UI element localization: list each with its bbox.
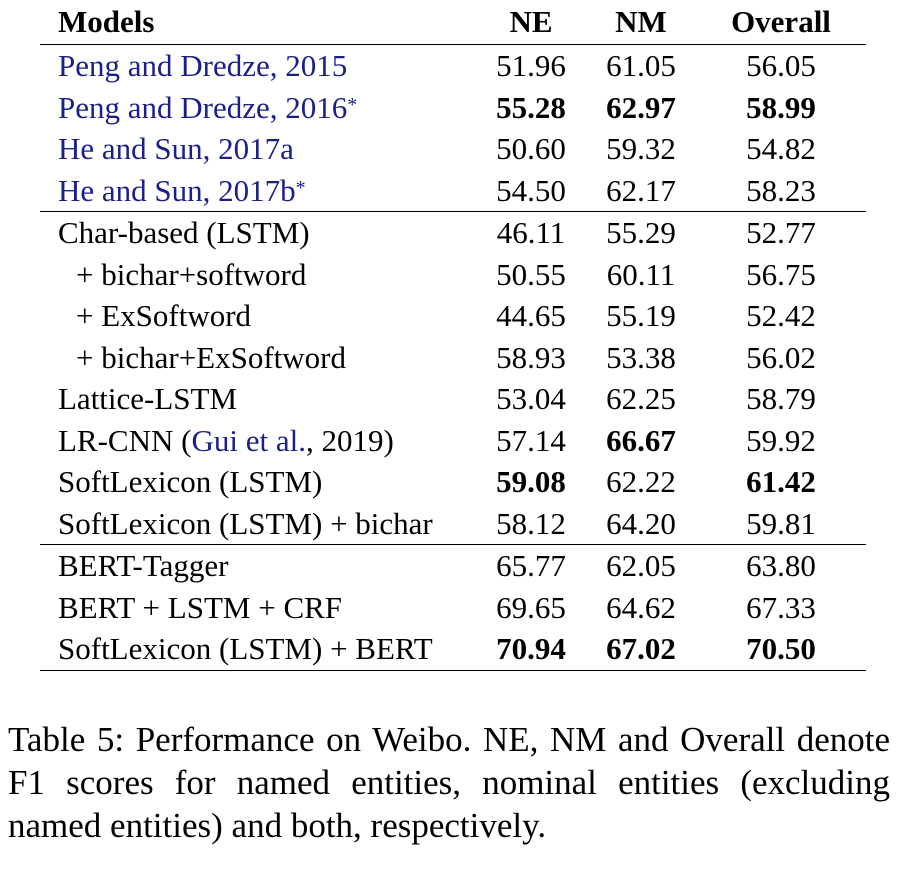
overall-score-cell: 67.33 [746,589,816,625]
overall-score-cell: 56.02 [746,339,816,375]
model-name-link[interactable]: He and Sun, 2017b [58,172,296,208]
model-name-cell: + ExSoftword [76,298,252,333]
nm-column-header: NM [586,0,696,45]
table-row [40,337,866,379]
model-name-cell[interactable] [40,45,476,87]
table-row [40,461,866,503]
ne-score-cell: 65.77 [496,548,566,583]
ne-score-cell: 51.96 [496,48,566,83]
asterisk-mark: * [295,176,306,199]
table-row [40,503,866,545]
nm-score-cell: 64.62 [606,589,676,625]
table-row [40,420,866,462]
asterisk-mark: * [347,93,358,116]
ne-score-cell: 44.65 [496,298,566,333]
nm-score-cell: 62.97 [606,89,676,125]
ne-score-cell: 50.60 [496,131,566,166]
model-name-cell: SoftLexicon (LSTM) [58,464,323,499]
ne-column-header: NE [476,0,586,45]
overall-score-cell: 58.99 [746,89,816,125]
model-name-link[interactable]: He and Sun, 2017a [58,131,294,166]
results-table [40,0,866,671]
overall-score-cell: 61.42 [746,464,816,499]
nm-score-cell: 62.25 [606,381,676,416]
overall-score-cell: 59.92 [746,422,816,458]
ne-score-cell: 46.11 [496,215,566,250]
table-row [40,212,866,254]
nm-score-cell: 62.22 [606,464,676,499]
overall-score-cell: 70.50 [696,628,866,670]
model-name-prefix: LR-CNN ( [58,422,192,458]
overall-score-cell: 56.75 [746,256,816,292]
model-name-cell: Lattice-LSTM [58,381,238,416]
table-row [40,254,866,296]
nm-score-cell: 59.32 [606,131,676,166]
ne-score-cell: 58.12 [476,503,586,545]
table-header-row [40,0,866,45]
ne-score-cell: 53.04 [496,381,566,416]
overall-score-cell: 63.80 [746,548,816,583]
results-table-container [40,0,866,671]
overall-score-cell: 52.77 [746,215,816,250]
table-row [40,295,866,337]
model-name-cell: + bichar+softword [76,256,307,292]
model-name-cell[interactable] [40,87,476,129]
overall-score-cell: 54.82 [746,131,816,166]
nm-score-cell: 66.67 [606,422,676,458]
model-name-link[interactable]: Peng and Dredze, 2015 [58,48,348,83]
model-name-cell: SoftLexicon (LSTM) + bichar [40,503,476,545]
ne-score-cell: 50.55 [496,256,566,292]
table-row [40,378,866,420]
overall-score-cell: 59.81 [696,503,866,545]
model-name-cell[interactable] [40,128,476,170]
nm-score-cell: 62.05 [606,548,676,583]
model-name-cell: BERT + LSTM + CRF [58,589,343,625]
model-name-cell: SoftLexicon (LSTM) + BERT [40,628,476,670]
table-row [40,45,866,87]
ne-score-cell: 58.93 [496,339,566,375]
models-column-header: Models [40,0,476,45]
table-row [40,87,866,129]
overall-score-cell: 58.23 [696,170,866,212]
table-row [40,545,866,587]
nm-score-cell: 61.05 [606,48,676,83]
ne-score-cell: 54.50 [476,170,586,212]
nm-score-cell: 53.38 [606,339,676,375]
nm-score-cell: 55.19 [606,298,676,333]
model-name-cell[interactable] [40,170,476,212]
table-caption: Table 5: Performance on Weibo. NE, NM and Overall denote F1 scores for named entities, nominal entities (excluding named entities) and both, respectively. [8,720,890,845]
ne-score-cell: 69.65 [496,589,566,625]
ne-score-cell: 55.28 [496,89,566,125]
nm-score-cell: 60.11 [606,256,676,292]
nm-score-cell: 64.20 [586,503,696,545]
citation-link[interactable]: Gui et al. [191,422,306,458]
nm-score-cell: 67.02 [586,628,696,670]
nm-score-cell: 62.17 [586,170,696,212]
table-row [40,628,866,670]
ne-score-cell: 57.14 [496,422,566,458]
model-name-link[interactable]: Peng and Dredze, 2016 [58,89,348,125]
overall-column-header: Overall [696,0,866,45]
table-row [40,587,866,629]
nm-score-cell: 55.29 [606,215,676,250]
ne-score-cell: 59.08 [496,464,566,499]
table-row [40,128,866,170]
model-name-cell: Char-based (LSTM) [58,215,310,250]
model-name-cell: BERT-Tagger [58,548,229,583]
ne-score-cell: 70.94 [476,628,586,670]
model-name-cell [40,420,476,462]
overall-score-cell: 56.05 [746,48,816,83]
model-name-cell: + bichar+ExSoftword [76,339,346,375]
model-name-suffix: , 2019) [305,422,394,458]
table-row [40,170,866,212]
overall-score-cell: 58.79 [746,381,816,416]
overall-score-cell: 52.42 [746,298,816,333]
